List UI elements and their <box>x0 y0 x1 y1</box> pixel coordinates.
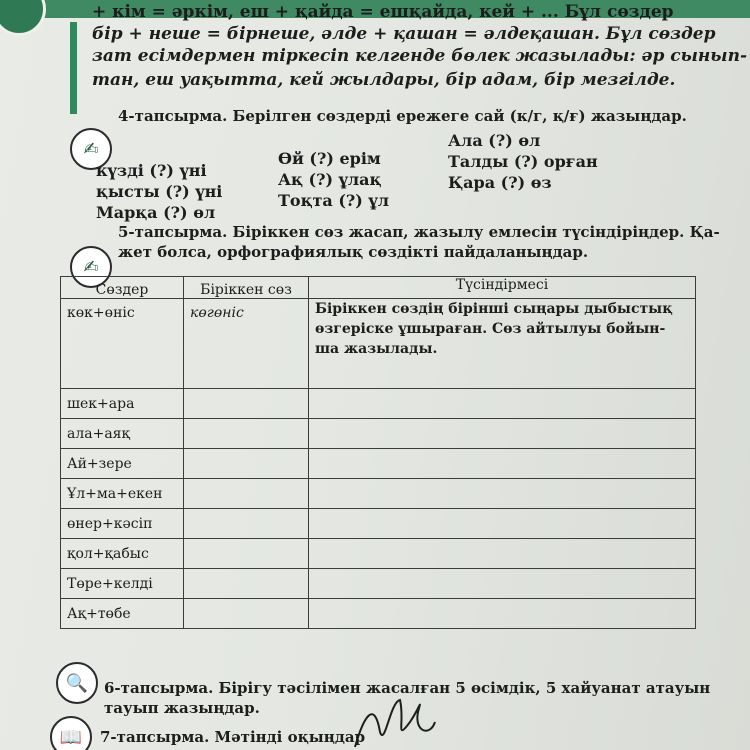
word-item: Марқа (?) өл <box>96 203 216 222</box>
table-cell-word: шек+ара <box>61 389 184 419</box>
table-cell-explanation <box>309 299 696 389</box>
magnifier-icon: 🔍 <box>56 662 98 704</box>
rule-margin-bar <box>70 22 77 114</box>
table-cell-explanation[interactable] <box>309 419 696 449</box>
task6-instruction-line-2: тауып жазыңдар. <box>104 699 260 717</box>
task5-label: 5-тапсырма. <box>118 223 228 241</box>
task5-table <box>60 276 696 629</box>
table-row <box>61 539 696 569</box>
table-cell-explanation[interactable] <box>309 509 696 539</box>
explanation-line: ша жазылады. <box>315 341 438 357</box>
table-row <box>61 389 696 419</box>
table-row <box>61 599 696 629</box>
table-cell-compound[interactable] <box>184 599 309 629</box>
table-row <box>61 509 696 539</box>
table-cell-compound[interactable] <box>184 539 309 569</box>
task4-column-2 <box>278 148 389 211</box>
explanation-line: өзгеріске ұшыраған. Сөз айтылуы бойын- <box>315 321 666 337</box>
word-item: Талды (?) орған <box>448 152 598 171</box>
table-cell-compound[interactable] <box>184 389 309 419</box>
table-cell-explanation[interactable] <box>309 449 696 479</box>
table-row <box>61 449 696 479</box>
task4-heading <box>118 106 687 127</box>
word-item: Тоқта (?) ұл <box>278 191 389 210</box>
table-cell-compound: көгөніс <box>184 299 309 389</box>
task4-label: 4-тапсырма. <box>118 107 228 125</box>
task7-instruction: Мәтінді оқыңдар <box>214 728 366 746</box>
word-item: күзді (?) үні <box>96 161 207 180</box>
word-item: Өй (?) ерім <box>278 149 381 168</box>
table-cell-compound[interactable] <box>184 569 309 599</box>
column-header: Сөздер <box>61 277 184 299</box>
task5-instruction-line-1: Біріккен сөз жасап, жазылу емлесін түсіндіріңдер. Қа- <box>232 223 720 241</box>
table-cell-word: ала+аяқ <box>61 419 184 449</box>
word-item: Ақ (?) ұлақ <box>278 170 382 189</box>
table-row <box>61 299 696 389</box>
task4-instruction: Берілген сөздерді ережеге сай (к/г, қ/ғ) жазыңдар. <box>232 107 687 125</box>
table-cell-explanation[interactable] <box>309 479 696 509</box>
table-row <box>61 569 696 599</box>
task6-instruction-line-1: Бірігу тәсілімен жасалған 5 өсімдік, 5 хайуанат атауын <box>218 679 711 697</box>
table-cell-explanation[interactable] <box>309 539 696 569</box>
task5-heading <box>118 222 720 243</box>
rule-line-2: бір + неше = бірнеше, әлде + қашан = әлдеқашан. Бұл сөздер <box>92 24 716 44</box>
table-cell-word: Ақ+төбе <box>61 599 184 629</box>
task7-heading <box>100 728 365 746</box>
task4-column-1 <box>96 160 222 223</box>
table-cell-compound[interactable] <box>184 509 309 539</box>
pen-scribble <box>350 692 440 750</box>
table-row <box>61 479 696 509</box>
lesson-number-badge <box>0 0 46 36</box>
table-cell-word: қол+қабыс <box>61 539 184 569</box>
table-cell-explanation[interactable] <box>309 599 696 629</box>
table-cell-word: көк+өніс <box>61 299 184 389</box>
word-item: Ала (?) өл <box>448 131 541 150</box>
table-cell-explanation[interactable] <box>309 569 696 599</box>
task7-label: 7-тапсырма. <box>100 728 210 746</box>
table-header-row <box>61 277 696 299</box>
table-cell-word: Ұл+ма+екен <box>61 479 184 509</box>
table-row <box>61 419 696 449</box>
table-cell-word: Төре+келді <box>61 569 184 599</box>
task6-label: 6-тапсырма. <box>104 679 214 697</box>
writing-hand-icon: ✍ <box>70 128 112 170</box>
table-cell-compound[interactable] <box>184 449 309 479</box>
column-header: Біріккен сөз <box>184 277 309 299</box>
word-item: Қара (?) өз <box>448 173 552 192</box>
column-header: Түсіндірмесі <box>309 277 696 299</box>
task4-column-3 <box>448 130 598 193</box>
rule-line-4: тан, еш уақытта, кей жылдары, бір адам, бір мезгілде. <box>92 70 676 90</box>
table-cell-explanation[interactable] <box>309 389 696 419</box>
table-cell-word: өнер+кәсіп <box>61 509 184 539</box>
writing-hand-icon: ✍ <box>70 246 112 288</box>
table-cell-compound[interactable] <box>184 419 309 449</box>
word-item: қысты (?) үні <box>96 182 223 201</box>
task5-instruction-line-2: жет болса, орфографиялық сөздікті пайдаланыңдар. <box>118 243 589 261</box>
table-cell-compound[interactable] <box>184 479 309 509</box>
rule-line-1: + кім = әркім, еш + қайда = ешқайда, кей + ... Бұл сөздер <box>92 2 674 22</box>
table-cell-word: Ай+зере <box>61 449 184 479</box>
explanation-line: Біріккен сөздің бірінші сыңары дыбыстық <box>315 301 673 317</box>
reading-book-icon: 📖 <box>50 716 92 750</box>
rule-line-3: зат есімдермен тіркесіп келгенде бөлек жазылады: әр сынып- <box>92 46 748 66</box>
